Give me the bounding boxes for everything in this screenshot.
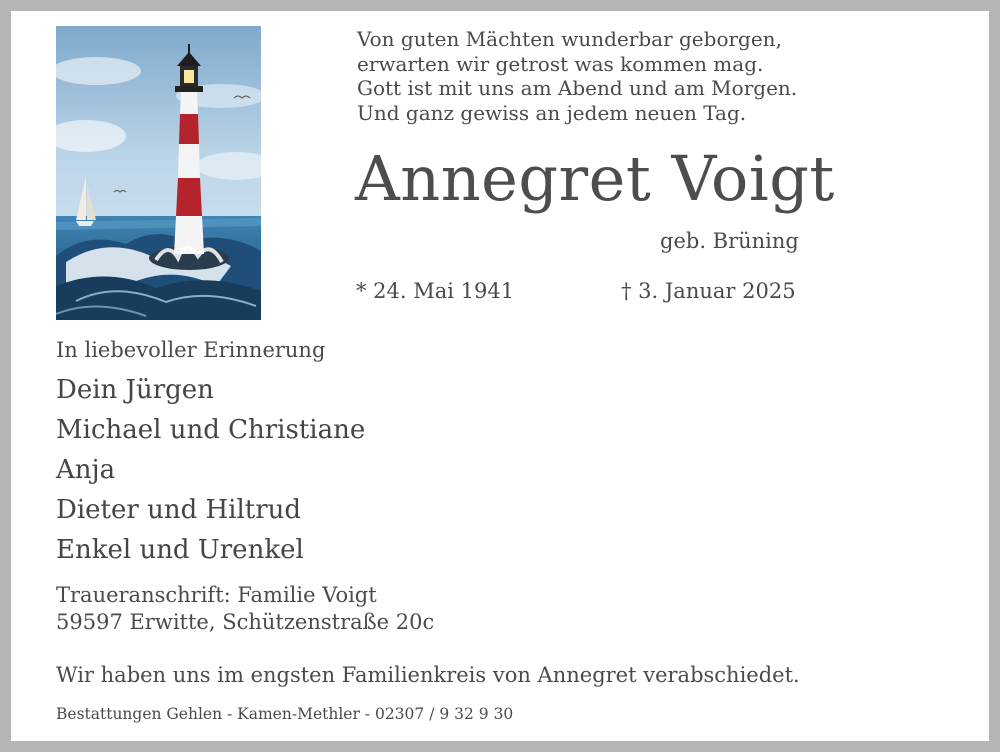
memory-line: In liebevoller Erinnerung xyxy=(56,338,326,362)
address-line-2: 59597 Erwitte, Schützenstraße 20c xyxy=(56,610,435,634)
poem-line: Von guten Mächten wunderbar geborgen, xyxy=(357,27,782,51)
undertaker-info: Bestattungen Gehlen - Kamen-Methler - 02307 / 9 32 9 30 xyxy=(56,705,514,723)
address-line-1: Traueranschrift: Familie Voigt xyxy=(56,583,377,607)
poem-line: Und ganz gewiss an jedem neuen Tag. xyxy=(357,100,747,125)
mourner-item: Anja xyxy=(56,455,116,485)
lighthouse-painting xyxy=(56,26,261,320)
mourning-address xyxy=(56,582,434,636)
poem-line: Gott ist mit uns am Abend und am Morgen. xyxy=(357,76,798,100)
farewell-note: Wir haben uns im engsten Familienkreis von Annegret verabschiedet. xyxy=(56,663,800,687)
mourner-item: Dieter und Hiltrud xyxy=(56,495,302,525)
poem xyxy=(357,27,797,125)
birth-date: * 24. Mai 1941 xyxy=(356,279,515,303)
mourner-item: Enkel und Urenkel xyxy=(56,535,304,565)
lighthouse-illustration xyxy=(56,26,261,320)
deceased-name: Annegret Voigt xyxy=(355,142,835,215)
obituary-card xyxy=(11,11,989,741)
mourners-list xyxy=(56,370,365,570)
mourner-item: Michael und Christiane xyxy=(56,415,366,445)
maiden-name: geb. Brüning xyxy=(660,229,799,253)
mourner-item: Dein Jürgen xyxy=(56,375,214,405)
death-date: † 3. Januar 2025 xyxy=(621,279,796,303)
poem-line: erwarten wir getrost was kommen mag. xyxy=(357,51,764,76)
